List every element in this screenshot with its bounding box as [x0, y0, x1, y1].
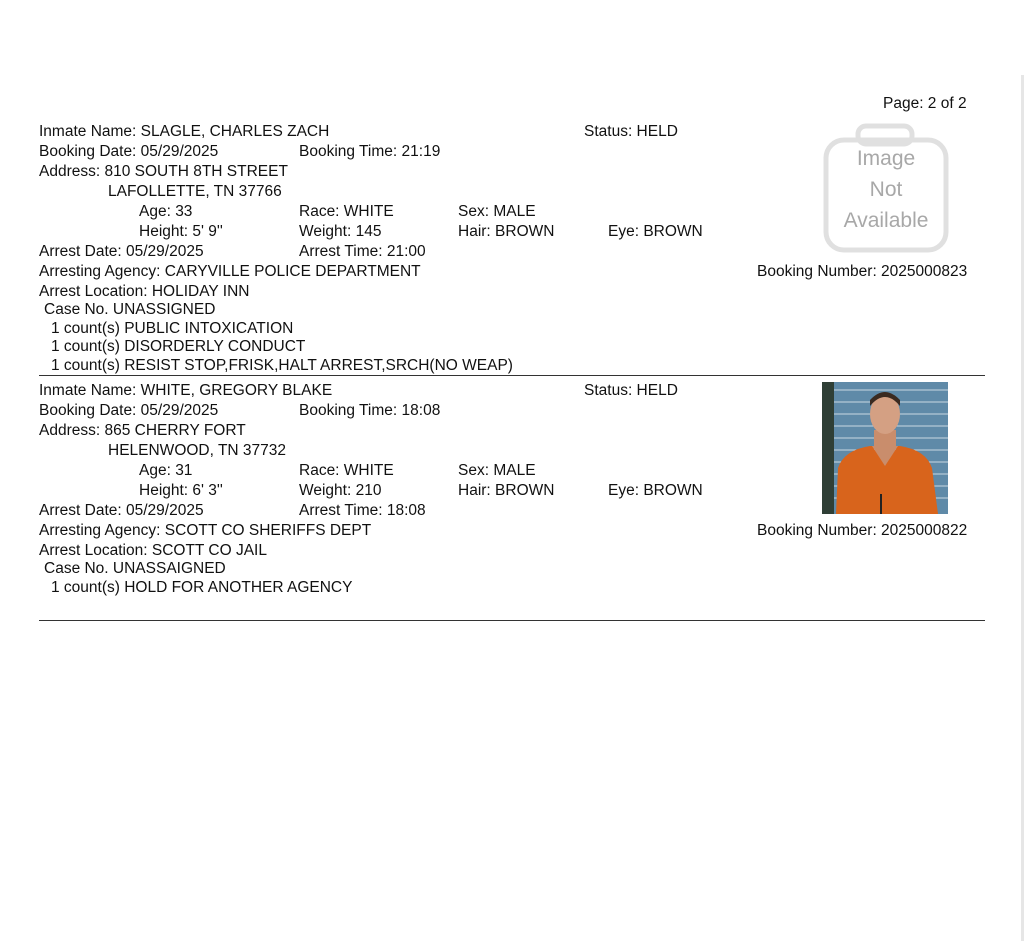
arrest-date: Arrest Date: 05/29/2025: [39, 502, 204, 519]
record-divider: [39, 620, 985, 621]
booking-number: Booking Number: 2025000823: [757, 263, 968, 280]
arrest-location: Arrest Location: HOLIDAY INN: [39, 283, 250, 300]
age: Age: 33: [139, 203, 193, 220]
arrest-time: Arrest Time: 18:08: [299, 502, 426, 519]
address-line-2: HELENWOOD, TN 37732: [108, 442, 287, 459]
arresting-agency: Arresting Agency: CARYVILLE POLICE DEPARTMENT: [39, 263, 421, 280]
placeholder-text: Available: [843, 209, 929, 232]
charge-line: 1 count(s) RESIST STOP,FRISK,HALT ARREST,SRCH(NO WEAP): [51, 357, 513, 374]
record-divider: [39, 375, 985, 376]
eye: Eye: BROWN: [608, 223, 703, 240]
booking-time: Booking Time: 21:19: [299, 143, 441, 160]
sex: Sex: MALE: [458, 462, 536, 479]
case-number: Case No. UNASSAIGNED: [44, 560, 226, 577]
arresting-agency: Arresting Agency: SCOTT CO SHERIFFS DEPT: [39, 522, 372, 539]
charge-line: 1 count(s) PUBLIC INTOXICATION: [51, 320, 294, 337]
eye: Eye: BROWN: [608, 482, 703, 499]
arrest-time: Arrest Time: 21:00: [299, 243, 426, 260]
arrest-date: Arrest Date: 05/29/2025: [39, 243, 204, 260]
case-number: Case No. UNASSIGNED: [44, 301, 216, 318]
booking-date: Booking Date: 05/29/2025: [39, 402, 219, 419]
charge-line: 1 count(s) DISORDERLY CONDUCT: [51, 338, 306, 355]
status: Status: HELD: [584, 123, 678, 140]
status: Status: HELD: [584, 382, 678, 399]
inmate-name: Inmate Name: WHITE, GREGORY BLAKE: [39, 382, 333, 399]
image-not-available-placeholder: [822, 122, 950, 254]
hair: Hair: BROWN: [458, 223, 555, 240]
race: Race: WHITE: [299, 462, 394, 479]
sex: Sex: MALE: [458, 203, 536, 220]
weight: Weight: 145: [299, 223, 382, 240]
booking-photo: [822, 382, 948, 514]
placeholder-text: Not: [869, 178, 903, 201]
hair: Hair: BROWN: [458, 482, 555, 499]
charge-line: 1 count(s) HOLD FOR ANOTHER AGENCY: [51, 579, 353, 596]
race: Race: WHITE: [299, 203, 394, 220]
age: Age: 31: [139, 462, 193, 479]
weight: Weight: 210: [299, 482, 382, 499]
address-line-1: Address: 865 CHERRY FORT: [39, 422, 246, 439]
placeholder-text: Image: [856, 147, 916, 170]
arrest-location: Arrest Location: SCOTT CO JAIL: [39, 542, 267, 559]
address-line-1: Address: 810 SOUTH 8TH STREET: [39, 163, 288, 180]
height: Height: 5' 9'': [139, 223, 223, 240]
booking-date: Booking Date: 05/29/2025: [39, 143, 219, 160]
height: Height: 6' 3'': [139, 482, 223, 499]
booking-time: Booking Time: 18:08: [299, 402, 441, 419]
booking-number: Booking Number: 2025000822: [757, 522, 968, 539]
inmate-name: Inmate Name: SLAGLE, CHARLES ZACH: [39, 123, 330, 140]
page-number: Page: 2 of 2: [883, 95, 967, 112]
address-line-2: LAFOLLETTE, TN 37766: [108, 183, 282, 200]
